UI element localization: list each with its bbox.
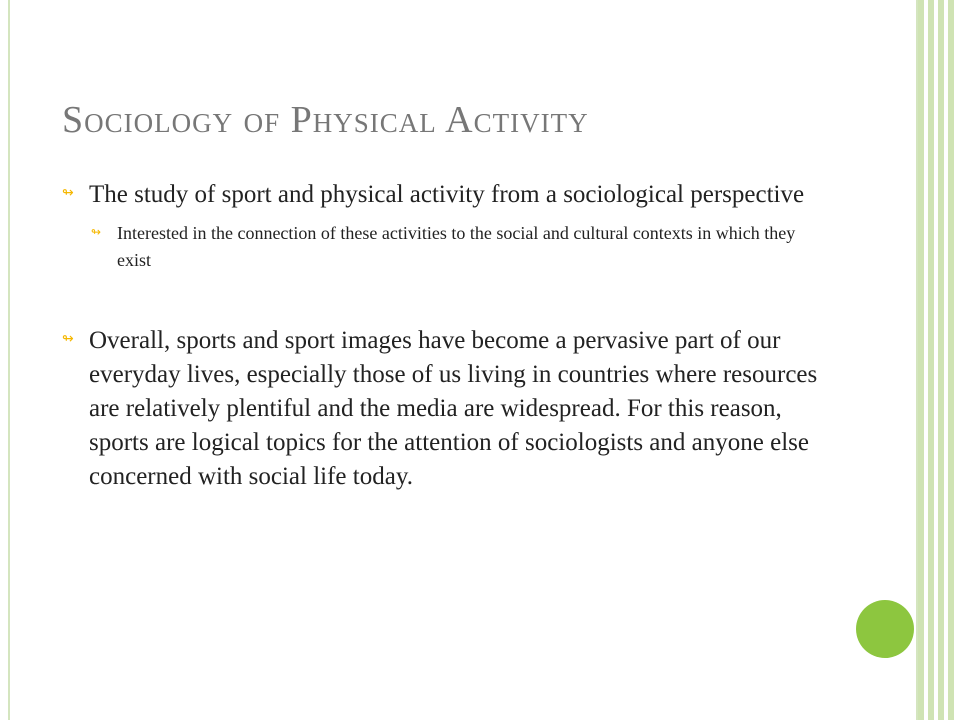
sub-bullet-text: Interested in the connection of these activities to the social and cultural contexts in which they exist: [117, 223, 796, 270]
slide-content: [62, 178, 822, 494]
slide-title: Sociology of Physical Activity: [62, 99, 589, 141]
bullet-text: The study of sport and physical activity from a sociological perspective: [89, 181, 805, 208]
bullet-item: [62, 178, 822, 212]
stripe-2: [928, 0, 934, 720]
bullet-item: [62, 324, 822, 494]
side-stripe-decoration: [918, 0, 960, 720]
sub-bullet-item: [91, 220, 822, 274]
stripe-3: [938, 0, 944, 720]
green-circle-decoration: [856, 600, 914, 658]
spacer: [62, 274, 822, 324]
swirl-bullet-icon: ↬: [62, 331, 74, 347]
swirl-bullet-icon: ↬: [62, 185, 74, 201]
stripe-1: [918, 0, 924, 720]
stripe-4: [948, 0, 954, 720]
swirl-bullet-icon: ↬: [91, 225, 102, 239]
bullet-text: Overall, sports and sport images have become a pervasive part of our everyday lives, especially those of us living in countries where resources are relatively plentiful and the media are widespread. For this reason, sports are logical topics for the attention of sociologists and anyone else concerned with social life today.: [89, 327, 818, 490]
